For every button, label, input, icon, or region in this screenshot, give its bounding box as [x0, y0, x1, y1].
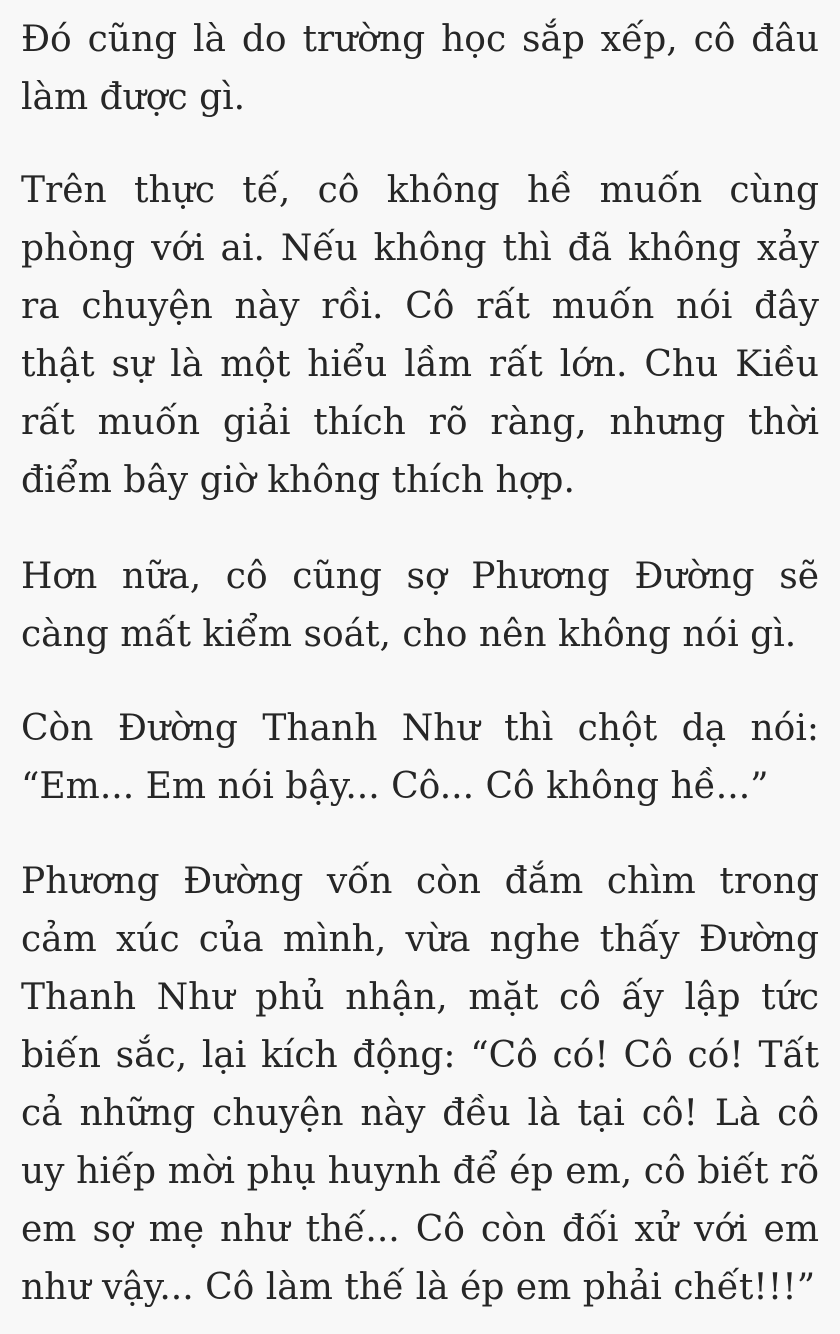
paragraph: Còn Đường Thanh Như thì chột dạ nói: “Em... Em nói bậy... Cô... Cô không hề...” — [21, 708, 819, 807]
paragraph: Đó cũng là do trường học sắp xếp, cô đâu làm được gì. — [21, 19, 819, 118]
paragraph: Hơn nữa, cô cũng sợ Phương Đường sẽ càng mất kiểm soát, cho nên không nói gì. — [21, 556, 819, 655]
paragraph: Trên thực tế, cô không hề muốn cùng phòng với ai. Nếu không thì đã không xảy ra chuyện này rồi. Cô rất muốn nói đây thật sự là một hiểu lầm rất lớn. Chu Kiều rất muốn giải thích rõ ràng, nhưng thời điểm bây giờ không thích hợp. — [21, 170, 819, 501]
paragraph: Phương Đường vốn còn đắm chìm trong cảm xúc của mình, vừa nghe thấy Đường Thanh Như phủ nhận, mặt cô ấy lập tức biến sắc, lại kích động: “Cô có! Cô có! Tất cả những chuyện này đều là tại cô! Là cô uy hiếp mời phụ huynh để ép em, cô biết rõ em sợ mẹ như thế... Cô còn đối xử với em như vậy... Cô làm thế là ép em phải chết!!!” — [21, 861, 819, 1308]
